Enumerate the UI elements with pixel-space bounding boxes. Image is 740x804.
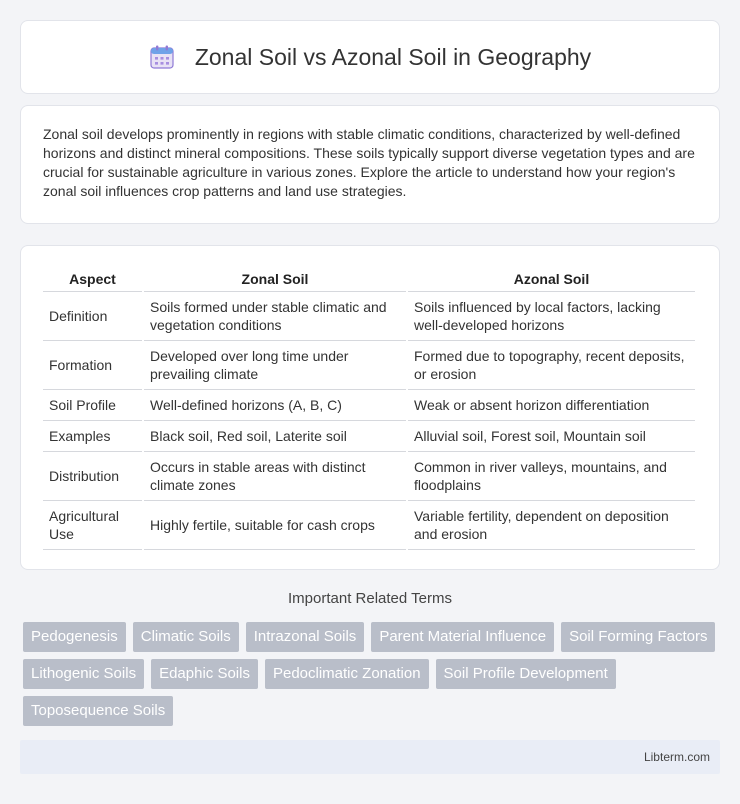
- cell-azonal: Weak or absent horizon differentiation: [408, 390, 695, 421]
- cell-zonal: Black soil, Red soil, Laterite soil: [144, 421, 406, 452]
- cell-aspect: Examples: [43, 421, 142, 452]
- intro-paragraph: [20, 105, 720, 224]
- cell-azonal: Soils influenced by local factors, lacking well-developed horizons: [408, 292, 695, 341]
- cell-aspect: Agricultural Use: [43, 501, 142, 550]
- cell-azonal: Formed due to topography, recent deposits, or erosion: [408, 341, 695, 390]
- cell-azonal: Common in river valleys, mountains, and floodplains: [408, 452, 695, 501]
- cell-aspect: Formation: [43, 341, 142, 390]
- table-row: [43, 421, 695, 452]
- cell-azonal: Alluvial soil, Forest soil, Mountain soil: [408, 421, 695, 452]
- cell-zonal: Well-defined horizons (A, B, C): [144, 390, 406, 421]
- cell-zonal: Developed over long time under prevailing climate: [144, 341, 406, 390]
- table-row: [43, 452, 695, 501]
- cell-zonal: Occurs in stable areas with distinct climate zones: [144, 452, 406, 501]
- tag-soil-profile-development[interactable]: Soil Profile Development: [436, 659, 616, 689]
- table-row: [43, 501, 695, 550]
- tag-edaphic-soils[interactable]: Edaphic Soils: [151, 659, 258, 689]
- table-row: [43, 390, 695, 421]
- cell-aspect: Soil Profile: [43, 390, 142, 421]
- tag-climatic-soils[interactable]: Climatic Soils: [133, 622, 239, 652]
- footer-site-link[interactable]: Libterm.com: [643, 750, 710, 764]
- tag-pedoclimatic-zonation[interactable]: Pedoclimatic Zonation: [265, 659, 429, 689]
- page-header: [20, 20, 720, 94]
- tag-parent-material-influence[interactable]: Parent Material Influence: [371, 622, 554, 652]
- comparison-table: [41, 266, 697, 550]
- column-header-zonal: Zonal Soil: [144, 266, 406, 292]
- footer: [20, 740, 720, 774]
- cell-zonal: Highly fertile, suitable for cash crops: [144, 501, 406, 550]
- cell-aspect: Distribution: [43, 452, 142, 501]
- cell-aspect: Definition: [43, 292, 142, 341]
- tag-intrazonal-soils[interactable]: Intrazonal Soils: [246, 622, 365, 652]
- tag-toposequence-soils[interactable]: Toposequence Soils: [23, 696, 173, 726]
- table-row: [43, 341, 695, 390]
- column-header-azonal: Azonal Soil: [408, 266, 695, 292]
- related-terms-title: Important Related Terms: [288, 590, 452, 607]
- intro-text: Zonal soil develops prominently in regions with stable climatic conditions, characterized by well-defined horizons and distinct mineral compositions. These soils typically support diverse vegetation types and are crucial for sustainable agriculture in various zones. Explore the article to understand how your region's zonal soil influences crop patterns and land use strategies.: [43, 126, 695, 199]
- table-row: [43, 292, 695, 341]
- related-terms-list: [23, 622, 723, 726]
- tag-soil-forming-factors[interactable]: Soil Forming Factors: [561, 622, 715, 652]
- tag-pedogenesis[interactable]: Pedogenesis: [23, 622, 126, 652]
- table-header-row: [43, 266, 695, 292]
- cell-azonal: Variable fertility, dependent on deposition and erosion: [408, 501, 695, 550]
- calendar-icon: [149, 44, 175, 70]
- page-title: Zonal Soil vs Azonal Soil in Geography: [194, 43, 592, 70]
- tag-lithogenic-soils[interactable]: Lithogenic Soils: [23, 659, 144, 689]
- cell-zonal: Soils formed under stable climatic and vegetation conditions: [144, 292, 406, 341]
- column-header-aspect: Aspect: [43, 266, 142, 292]
- comparison-table-card: [20, 245, 720, 570]
